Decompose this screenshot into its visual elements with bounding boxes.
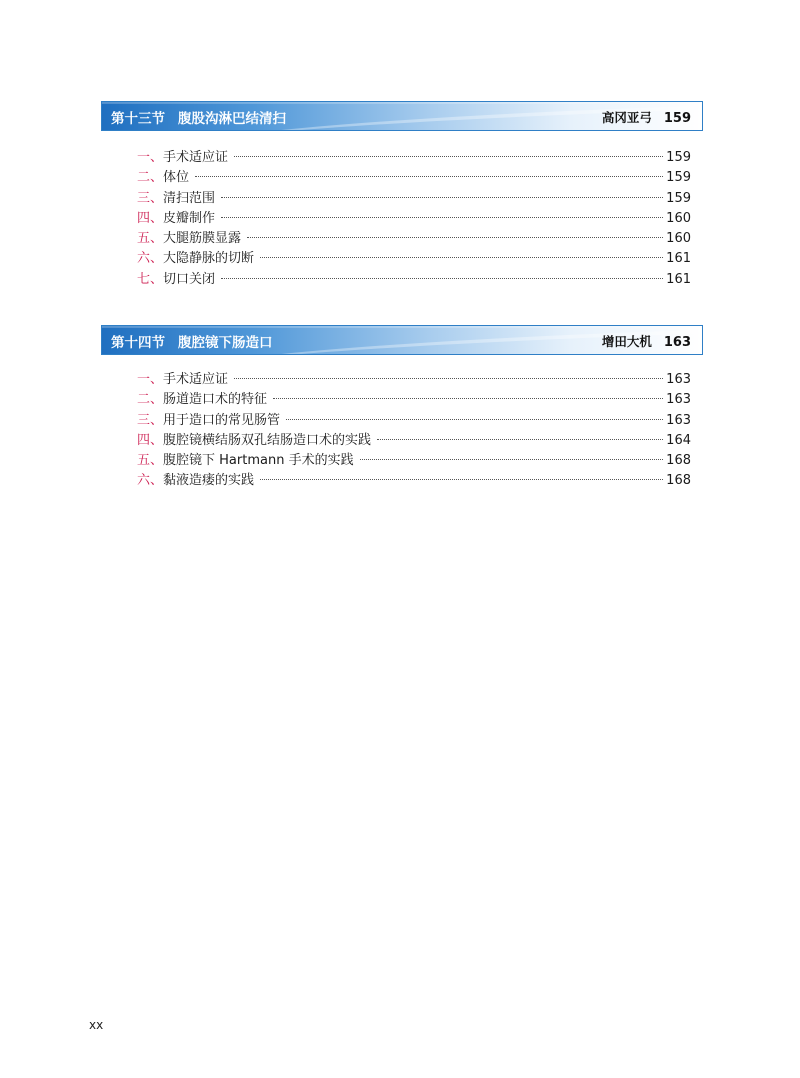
section-header [101,101,703,131]
entry-index: 二、 [137,170,164,186]
toc-entry[interactable] [137,270,691,290]
entry-index: 五、 [137,231,164,247]
section-title[interactable] [111,331,273,351]
entry-title: 黏液造瘘的实践 [163,473,255,489]
entry-index: 五、 [137,453,164,469]
entry-page: 160 [666,210,691,226]
entry-page: 159 [666,150,691,165]
entry-title: 腹腔镜横结肠双孔结肠造口术的实践 [163,432,372,448]
toc-entry[interactable] [137,411,691,431]
section-title[interactable] [111,107,286,127]
toc-section-13 [101,101,703,131]
section-meta [602,108,691,126]
entry-page: 168 [666,453,691,469]
leader-dots [221,217,663,218]
leader-dots [260,479,663,480]
toc-entry[interactable] [137,451,691,471]
section-title-text: 腹股沟淋巴结清扫 [178,111,286,127]
section-author: 高冈亚弓 [601,110,652,125]
entry-title: 手术适应证 [163,150,229,165]
toc-entry[interactable] [137,431,691,451]
entry-page: 161 [666,251,691,267]
leader-dots [273,398,663,399]
toc-entry[interactable] [137,189,691,209]
entry-title: 切口关闭 [163,271,216,287]
entry-index: 六、 [137,473,164,489]
entry-index: 七、 [137,271,164,287]
leader-dots [234,378,663,379]
entry-page: 163 [666,372,691,387]
entry-title: 腹腔镜下 Hartmann 手术的实践 [163,453,354,469]
toc-entry[interactable] [137,209,691,229]
entry-index: 三、 [137,412,164,428]
entry-page: 159 [666,190,691,206]
entry-page: 160 [666,231,691,247]
entry-index: 四、 [137,210,164,226]
toc-entry[interactable] [137,229,691,249]
leader-dots [234,156,663,157]
toc-section-14 [101,325,703,355]
entry-index: 六、 [137,251,164,267]
toc-entry[interactable] [137,148,691,168]
section-meta [602,332,691,350]
entry-title: 清扫范围 [163,190,216,206]
entry-title: 体位 [163,170,190,186]
entry-index: 一、 [137,372,164,387]
entry-page: 163 [666,412,691,428]
leader-dots [260,257,663,258]
entry-title: 皮瓣制作 [163,210,216,226]
section-page: 163 [663,335,691,350]
entry-page: 164 [666,432,691,448]
leader-dots [221,197,663,198]
page-number: xx [89,1018,104,1032]
entry-title: 肠道造口术的特征 [163,392,268,408]
toc-entry[interactable] [137,370,691,390]
toc-list-14 [137,370,691,492]
leader-dots [286,419,663,420]
entry-title: 大腿筋膜显露 [163,231,242,247]
leader-dots [247,237,663,238]
entry-title: 手术适应证 [163,372,229,387]
section-author: 增田大机 [601,334,652,349]
toc-list-13 [137,148,691,290]
section-title-text: 腹腔镜下肠造口 [178,335,273,351]
entry-page: 168 [666,473,691,489]
section-page: 159 [663,111,691,126]
leader-dots [195,176,663,177]
leader-dots [360,459,664,460]
entry-index: 三、 [137,190,164,206]
toc-entry[interactable] [137,390,691,410]
entry-index: 四、 [137,432,164,448]
toc-entry[interactable] [137,249,691,269]
entry-page: 159 [666,170,691,186]
entry-title: 大隐静脉的切断 [163,251,255,267]
entry-index: 二、 [137,392,164,408]
toc-entry[interactable] [137,471,691,491]
entry-page: 163 [666,392,691,408]
section-number: 第十三节 [111,111,165,127]
entry-index: 一、 [137,150,164,165]
section-number: 第十四节 [111,335,165,351]
toc-entry[interactable] [137,168,691,188]
entry-title: 用于造口的常见肠管 [163,412,281,428]
leader-dots [377,439,663,440]
entry-page: 161 [666,271,691,287]
leader-dots [221,278,663,279]
section-header [101,325,703,355]
